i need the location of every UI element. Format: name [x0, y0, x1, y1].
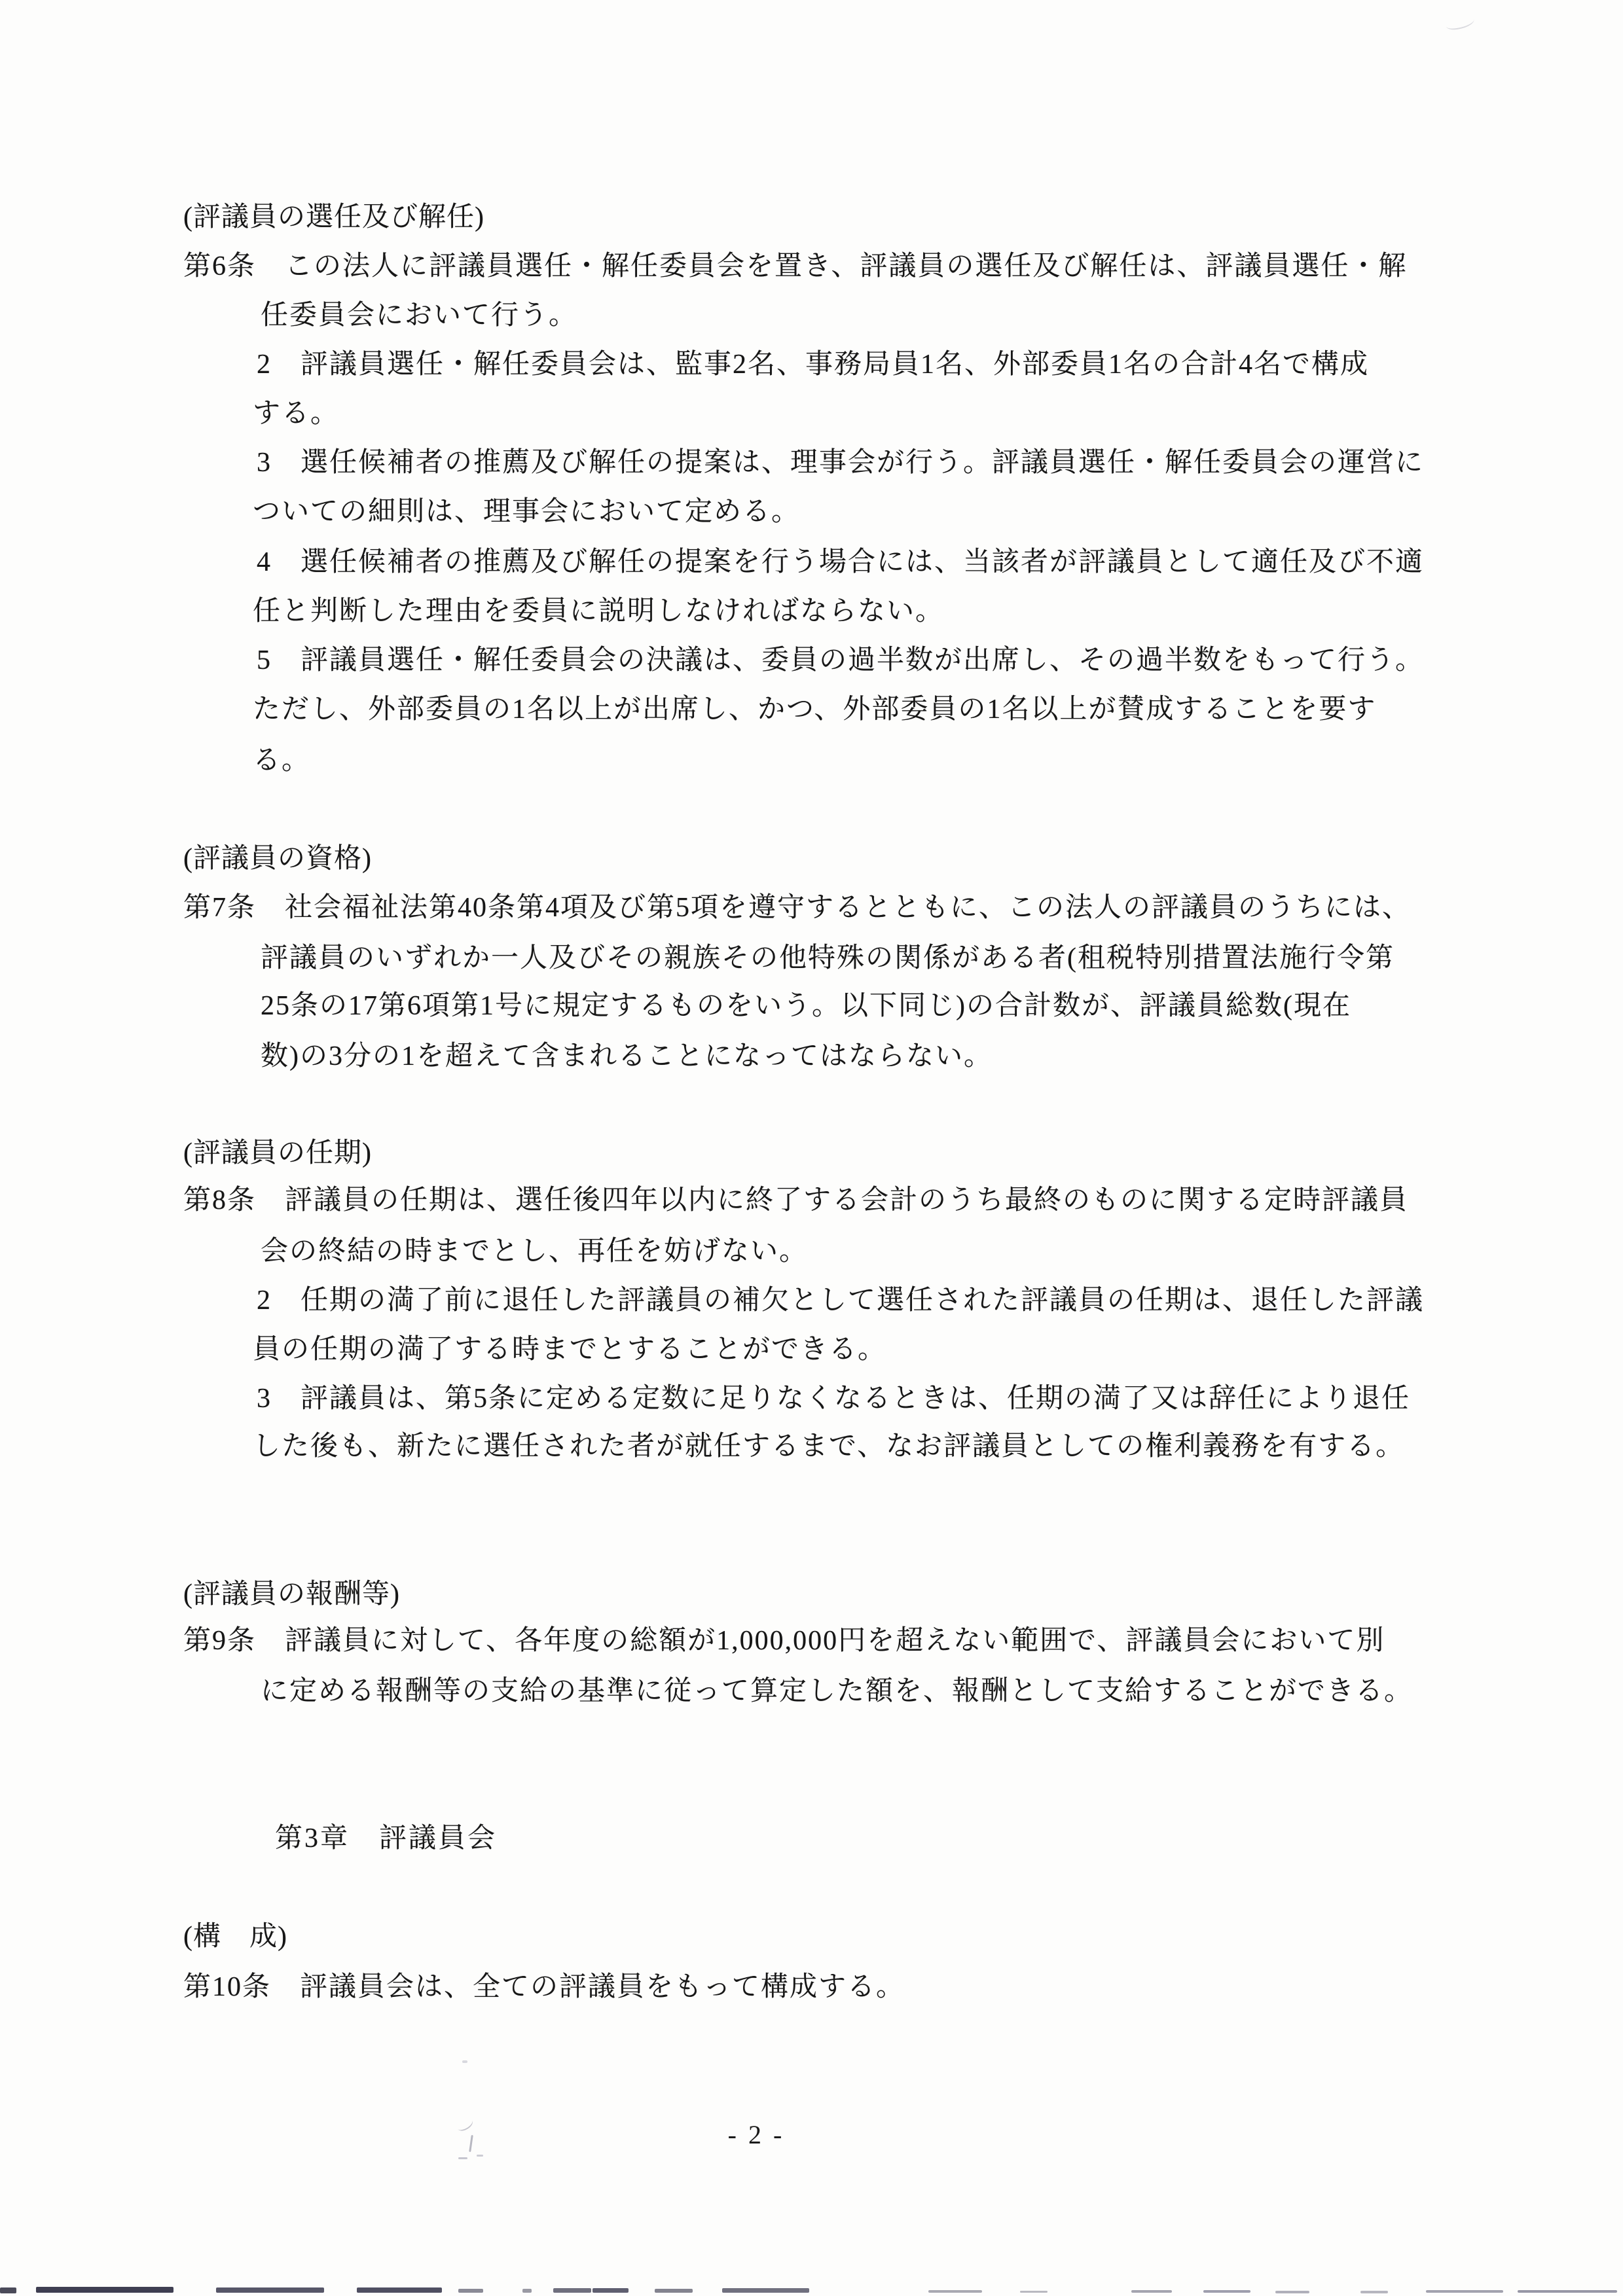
heading-line: (構 成) — [183, 1922, 287, 1952]
cont-line: 任と判断した理由を委員に説明しなければならない。 — [253, 596, 945, 626]
cont-line: 25条の17第6項第1号に規定するものをいう。以下同じ)の合計数が、評議員総数(現在 — [261, 991, 1351, 1021]
article-line: 第6条 この法人に評議員選任・解任委員会を置き、評議員の選任及び解任は、評議員選任・解 — [183, 251, 1408, 281]
scan-artifact — [522, 2289, 532, 2293]
scan-artifact — [1203, 2290, 1250, 2293]
item-line: 4 選任候補者の推薦及び解任の提案を行う場合には、当該者が評議員として適任及び不適 — [257, 547, 1425, 577]
heading-line: (評議員の報酬等) — [183, 1579, 400, 1609]
scan-artifact — [1131, 2290, 1172, 2293]
article-line: 第7条 社会福祉法第40条第4項及び第5項を遵守するとともに、この法人の評議員のうちには、 — [183, 893, 1412, 923]
scan-artifact — [722, 2288, 809, 2293]
scan-artifact — [357, 2287, 442, 2293]
scan-artifact — [593, 2288, 629, 2293]
item-line: 3 選任候補者の推薦及び解任の提案は、理事会が行う。評議員選任・解任委員会の運営に — [257, 448, 1425, 478]
item-line: 3 評議員は、第5条に定める定数に足りなくなるときは、任期の満了又は辞任により退任 — [257, 1384, 1411, 1414]
cont-line: 任委員会において行う。 — [261, 300, 578, 331]
scan-smudge-footer — [458, 2157, 467, 2159]
cont-line: 評議員のいずれか一人及びその親族その他特殊の関係がある者(租税特別措置法施行令第 — [261, 943, 1395, 973]
scan-smudge-footer — [469, 2135, 473, 2152]
scan-artifact — [1426, 2290, 1503, 2293]
cont-line: 員の任期の満了する時までとすることができる。 — [253, 1335, 887, 1365]
item-line: 5 評議員選任・解任委員会の決議は、委員の過半数が出席し、その過半数をもって行う。 — [257, 645, 1425, 675]
cont-line: 数)の3分の1を超えて含まれることになってはならない。 — [261, 1041, 993, 1071]
cont-line: ついての細則は、理事会において定める。 — [253, 497, 801, 527]
item-line: 2 評議員選任・解任委員会は、監事2名、事務局員1名、外部委員1名の合計4名で構成 — [257, 350, 1370, 380]
cont-line: る。 — [253, 745, 311, 776]
page-number: - 2 - — [727, 2120, 785, 2149]
scan-artifact — [655, 2289, 693, 2293]
scan-artifact — [1275, 2291, 1309, 2293]
cont-line: した後も、新たに選任された者が就任するまで、なお評議員としての権利義務を有する。 — [253, 1431, 1405, 1462]
scan-smudge-top-right — [1444, 14, 1475, 32]
article-line: 第10条 評議員会は、全ての評議員をもって構成する。 — [183, 1972, 905, 2002]
scan-artifact — [553, 2288, 591, 2293]
scan-smudge-footer — [477, 2155, 483, 2157]
cont-line: に定める報酬等の支給の基準に従って算定した額を、報酬として支給することができる。 — [261, 1676, 1413, 1706]
heading-line: (評議員の選任及び解任) — [183, 202, 484, 232]
scan-artifact — [0, 2287, 16, 2293]
cont-line: ただし、外部委員の1名以上が出席し、かつ、外部委員の1名以上が賛成することを要す — [253, 694, 1377, 725]
scan-artifact — [458, 2289, 483, 2293]
article-line: 第8条 評議員の任期は、選任後四年以内に終了する会計のうち最終のものに関する定時評議員 — [183, 1185, 1409, 1215]
item-line: 2 任期の満了前に退任した評議員の補欠として選任された評議員の任期は、退任した評議 — [257, 1285, 1425, 1316]
heading-line: (評議員の任期) — [183, 1138, 372, 1168]
scan-artifact — [1518, 2290, 1617, 2293]
scan-smudge-footer — [455, 2116, 475, 2134]
article-line: 第9条 評議員に対して、各年度の総額が1,000,000円を超えない範囲で、評議員会において別 — [183, 1626, 1385, 1656]
cont-line: 会の終結の時までとし、再任を妨げない。 — [261, 1236, 809, 1266]
scan-artifact — [928, 2290, 982, 2293]
heading-line: (評議員の資格) — [183, 844, 372, 874]
chapter-line: 第3章 評議員会 — [275, 1823, 498, 1854]
scan-artifact — [216, 2287, 324, 2293]
scan-artifact — [1360, 2291, 1388, 2293]
scan-artifact — [36, 2287, 173, 2293]
cont-line: する。 — [253, 399, 340, 429]
scan-smudge-footer — [462, 2060, 467, 2063]
scan-artifact — [1020, 2291, 1048, 2293]
